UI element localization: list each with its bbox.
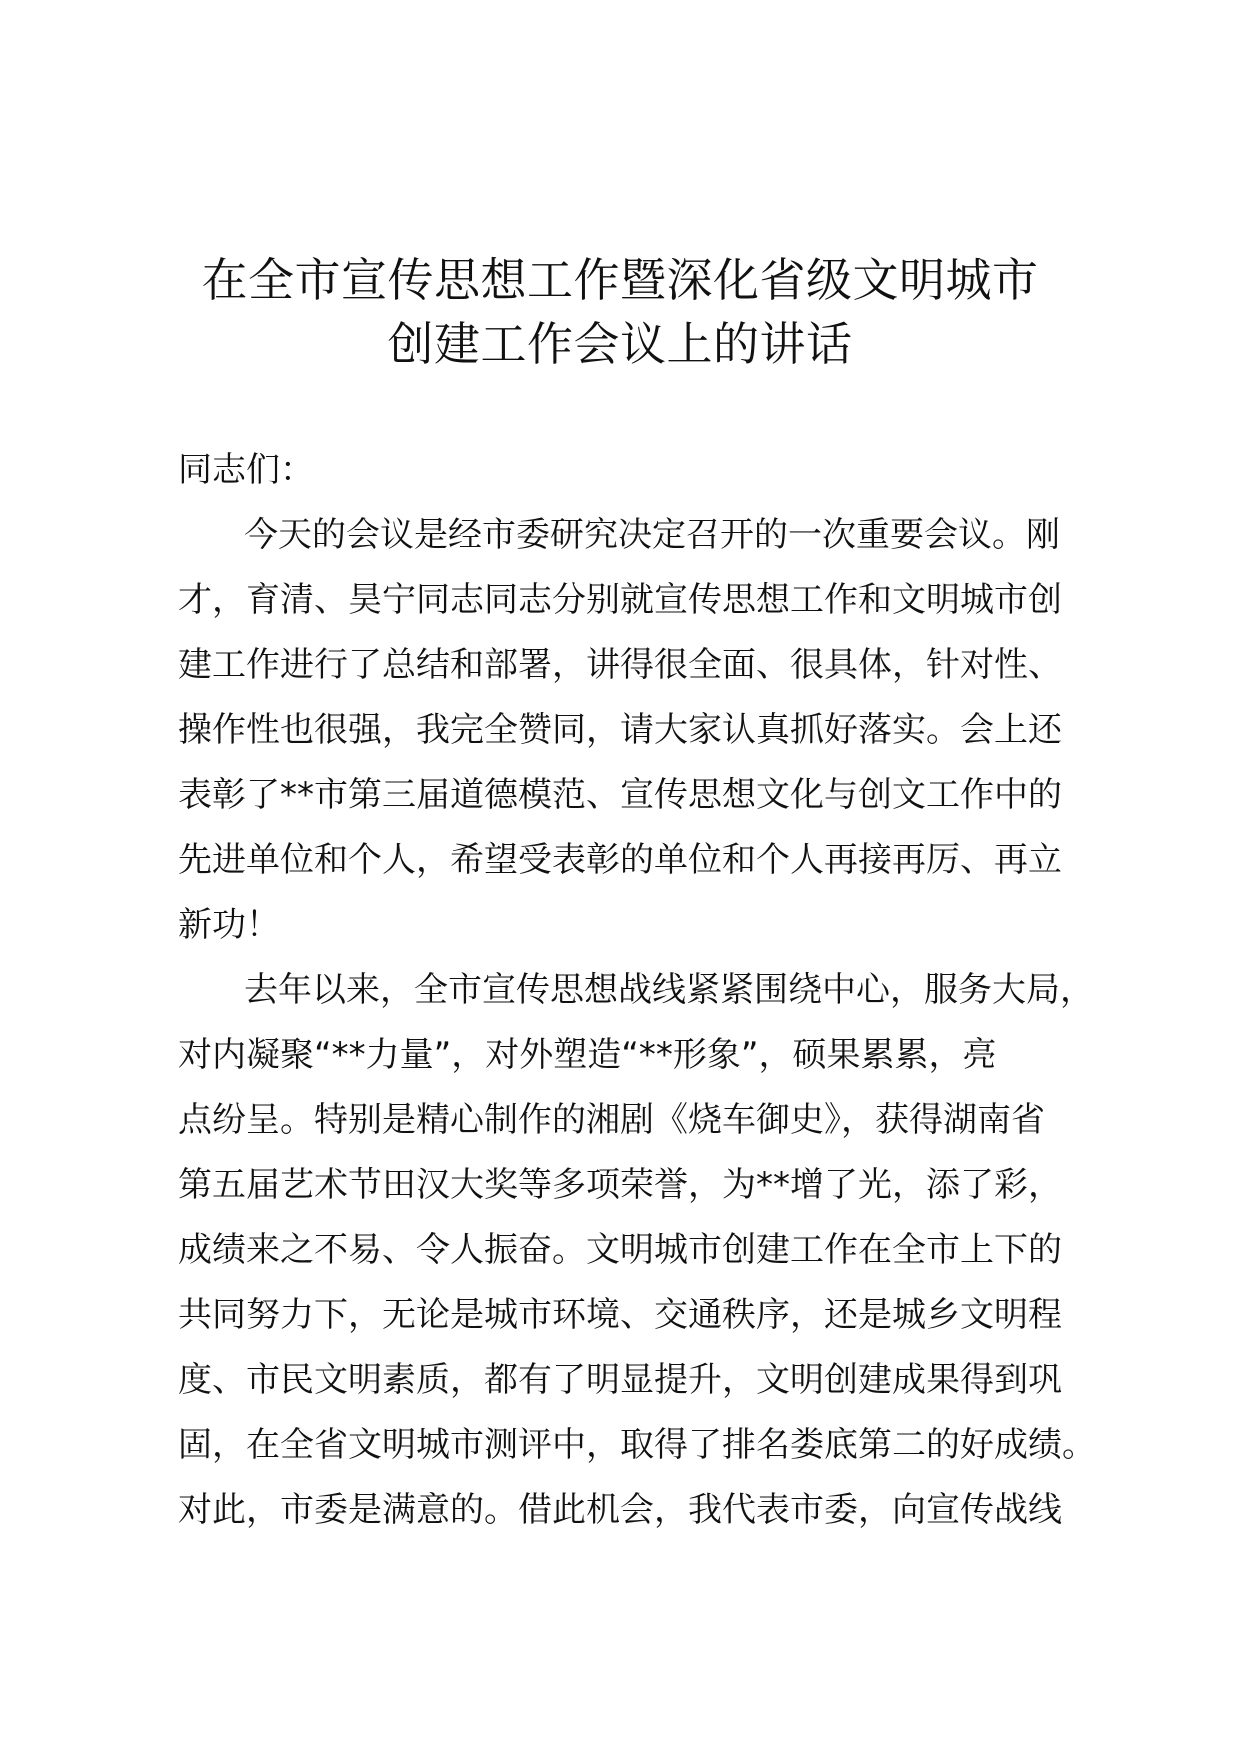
paragraph-line: 对内凝聚“**力量”，对外塑造“**形象”，硕果累累，亮 bbox=[178, 1035, 997, 1075]
paragraph-line: 新功！ bbox=[178, 905, 280, 945]
paragraph-line: 先进单位和个人，希望受表彰的单位和个人再接再厉、再立 bbox=[178, 840, 1062, 880]
paragraph-2 bbox=[178, 958, 1096, 1543]
paragraph-line: 去年以来，全市宣传思想战线紧紧围绕中心，服务大局， bbox=[244, 970, 1094, 1010]
salutation: 同志们： bbox=[178, 450, 314, 490]
paragraph-line: 固，在全省文明城市测评中，取得了排名娄底第二的好成绩。 bbox=[178, 1425, 1096, 1465]
paragraph-line: 表彰了**市第三届道德模范、宣传思想文化与创文工作中的 bbox=[178, 775, 1062, 815]
paragraph-1 bbox=[178, 503, 1078, 958]
paragraph-line: 建工作进行了总结和部署，讲得很全面、很具体，针对性、 bbox=[178, 645, 1062, 685]
title-line-1: 在全市宣传思想工作暨深化省级文明城市 bbox=[201, 253, 1039, 307]
paragraph-line: 操作性也很强，我完全赞同，请大家认真抓好落实。会上还 bbox=[178, 710, 1062, 750]
paragraph-line: 成绩来之不易、令人振奋。文明城市创建工作在全市上下的 bbox=[178, 1230, 1062, 1270]
speech-body bbox=[178, 438, 1096, 1543]
title-line-2: 创建工作会议上的讲话 bbox=[387, 317, 853, 371]
paragraph-line: 点纷呈。特别是精心制作的湘剧《烧车御史》，获得湖南省 bbox=[178, 1100, 1045, 1140]
document-title bbox=[120, 248, 1120, 376]
paragraph-line: 对此，市委是满意的。借此机会，我代表市委，向宣传战线 bbox=[178, 1490, 1062, 1530]
paragraph-line: 度、市民文明素质，都有了明显提升，文明创建成果得到巩 bbox=[178, 1360, 1062, 1400]
paragraph-line: 今天的会议是经市委研究决定召开的一次重要会议。刚 bbox=[244, 515, 1060, 555]
paragraph-line: 才，育清、昊宁同志同志分别就宣传思想工作和文明城市创 bbox=[178, 580, 1062, 620]
paragraph-line: 第五届艺术节田汉大奖等多项荣誉，为**增了光，添了彩， bbox=[178, 1165, 1062, 1205]
paragraph-line: 共同努力下，无论是城市环境、交通秩序，还是城乡文明程 bbox=[178, 1295, 1062, 1335]
